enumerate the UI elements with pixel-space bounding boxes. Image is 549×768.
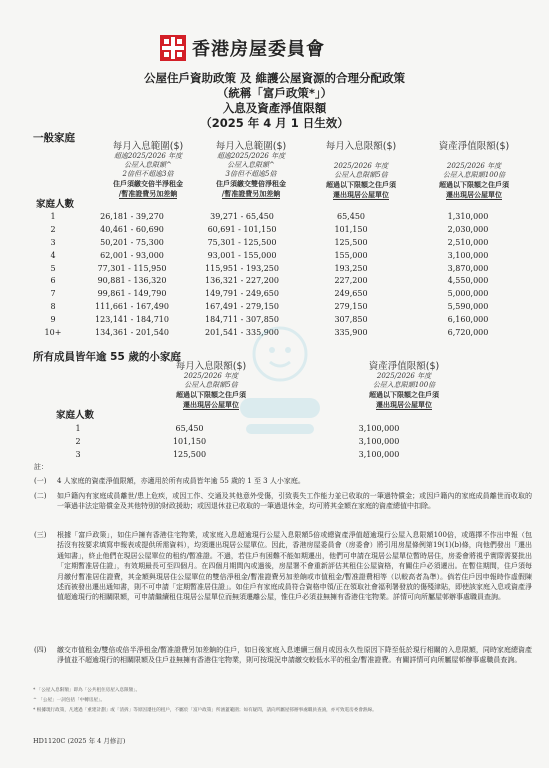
income-range-2x-cell: 39,271 - 65,450 (210, 211, 274, 221)
col-sub: 公屋入息限額^ (124, 161, 172, 169)
asset-limit-cell: 6,720,000 (447, 327, 489, 337)
general-col3-header (302, 142, 420, 200)
col-title: 每月入息範圍($) (112, 141, 184, 152)
table-row (34, 287, 526, 300)
general-col4-header (415, 142, 533, 200)
document-code: HD1120C (2025 年 4 月修訂) (33, 737, 126, 745)
income-limit-cell: 335,900 (334, 327, 368, 337)
col-title: 每月入息限額($) (325, 141, 397, 152)
household-size-cell: 7 (50, 289, 56, 299)
income-range-2x-cell: 201,541 - 335,900 (205, 327, 279, 337)
income-range-1-5x-cell: 40,461 - 60,690 (100, 224, 164, 234)
title-line-1: 公屋住戶資助政策 及 維護公屋資源的合理分配政策 (143, 71, 405, 85)
income-range-2x-cell: 60,691 - 101,150 (207, 224, 277, 234)
asset-limit-cell: 3,870,000 (447, 263, 489, 273)
household-size-cell: 4 (50, 250, 56, 260)
table-row (34, 262, 526, 275)
income-range-1-5x-cell: 77,301 - 115,950 (97, 263, 167, 273)
col-sub: 公屋入息限額5倍 (184, 381, 238, 389)
footnote-1: * 「公屋入息限額」即為「公共租住房屋入息限額」。 (33, 688, 141, 693)
income-range-1-5x-cell: 50,201 - 75,300 (100, 237, 164, 247)
col-sub: 2025/2026 年度 (376, 372, 432, 380)
income-range-1-5x-cell: 123,141 - 184,710 (95, 315, 169, 325)
col-title: 每月入息限額($) (175, 361, 247, 372)
asset-limit-cell: 4,550,000 (447, 276, 489, 286)
note-text: 繳交市值租金/雙倍或倍半淨租金/暫准證費另加差餉的住戶，如日後家庭入息連續三個月或因永久性原因下降至低於現行相關的入息限額，同時家庭總資產淨值並不超逾現行的相關限額及住戶並無擁有香港住宅物業，則可按現況申請繳交較低水平的租金/暫准證費。有關詳情可向所屬屋邨辦事處職員查詢。 (57, 646, 532, 665)
footnote-3: * 根據現行政策，凡透過「重建計劃」或「清拆」等原因遷往的租戶，不屬於「富戶政策」所涵蓋範圍；如有疑問，請向所屬屋邨辦事處職員查詢，亦可致電房委會熱線。 (33, 708, 377, 713)
general-section-title: 一般家庭 (33, 132, 75, 144)
general-col2-header (191, 142, 311, 199)
col-sub: 公屋入息限額^ (227, 161, 275, 169)
col-sub: 2025/2026 年度 (333, 162, 389, 170)
col-title: 資產淨值限額($) (368, 361, 440, 372)
note-1 (34, 476, 534, 488)
income-limit-cell: 65,450 (337, 211, 365, 221)
asset-limit-cell: 1,310,000 (447, 211, 489, 221)
col-title: 資產淨值限額($) (438, 141, 510, 152)
title-line-2: （統稱「富戶政策*」） (216, 86, 333, 100)
asset-limit-cell: 3,100,000 (447, 250, 489, 260)
note-text: 如戶籍內有家庭成員離世/患上危疾，或因工作、交通及其他意外受傷，引致喪失工作能力並已收取的一筆過特償金；或因戶籍內的家庭成員離世而收取的一筆過非法定賠償金及其他特別的財政援助；或因退休並已收取的一筆過退休金，均可將其金額在家庭的資產總值中扣除。 (57, 492, 532, 511)
income-limit-cell: 125,500 (172, 449, 207, 459)
col-note: 超過以下限額之住戶須 (369, 390, 439, 399)
asset-limit-cell: 5,000,000 (447, 289, 489, 299)
elderly-col2-header (339, 362, 469, 410)
income-range-1-5x-cell: 90,881 - 136,320 (97, 276, 167, 286)
note-text: 根據「富戶政策」，如住戶擁有香港住宅物業，或家庭入息超逾現行公屋入息限額5倍或總資產淨值超逾現行公屋入息限額100倍，或選擇不作出申報（包括沒有按要求填寫申報表或提供所需資料），均須遷出現居公屋單位。因此，香港房屋委員會（房委會）將引用房屋條例第19(1)(b)條，向他們發出「遷出通知書」，終止他們在現居公屋單位的租約/暫准證。不過，若住戶有困難不能如期遷出，他們可申請在現居公屋單位暫時居住，房委會將視乎實際需要批出「定期暫准居住證」，有效期最長可至四個月。在四個月期間內或過後，房屋署不會重新評估其租住公屋資格，有關住戶必須遷出。在暫住期間，住戶須每月繳付暫准居住證費，其金額與現居住公屋單位的雙倍淨租金/暫准證費另加差餉或市值租金/暫准證費相等（以較高者為準）。倘若住戶因申報時作虛假陳述而被發出遷出通知書，則不可申請「定期暫准居住證」。如住戶有家庭成員符合資格申領/正在領取社會福利署發放的傷殘津貼，即使該家庭入息或資產淨值超逾現行的相關限額，可申請繼續租住現居公屋單位而無須遷離公屋，惟住戶必須並無擁有香港住宅物業。詳情可向所屬屋邨辦事處職員查詢。 (57, 531, 532, 602)
household-size-cell: 10+ (44, 327, 62, 337)
household-size-cell: 1 (50, 211, 56, 221)
asset-limit-cell: 3,100,000 (358, 436, 400, 446)
income-range-1-5x-cell: 26,181 - 39,270 (100, 211, 164, 221)
household-size-cell: 2 (75, 436, 81, 446)
household-size-cell: 3 (75, 449, 81, 459)
housing-authority-logo-icon (160, 35, 186, 61)
logo (160, 34, 390, 62)
income-range-2x-cell: 75,301 - 125,500 (207, 237, 277, 247)
note-2 (34, 491, 534, 525)
household-size-label: 家庭人數 (36, 199, 75, 210)
col-note: 遷出現居公屋單位 (333, 190, 389, 199)
table-row (34, 236, 526, 249)
general-col1-header (88, 142, 208, 199)
asset-limit-cell: 5,590,000 (447, 302, 489, 312)
col-note: 遷出現居公屋單位 (183, 400, 239, 409)
income-limit-cell: 227,200 (334, 276, 368, 286)
col-note: 住戶須繳交倍半淨租金 (113, 179, 183, 188)
income-limit-cell: 249,650 (334, 289, 368, 299)
col-note: 遷出現居公屋單位 (376, 400, 432, 409)
income-limit-cell: 101,150 (334, 224, 368, 234)
income-range-1-5x-cell: 134,361 - 201,540 (95, 327, 169, 337)
income-range-2x-cell: 93,001 - 155,000 (207, 250, 277, 260)
income-range-2x-cell: 167,491 - 279,150 (205, 302, 279, 312)
asset-limit-cell: 3,100,000 (358, 449, 400, 459)
col-note: 遷出現居公屋單位 (446, 190, 502, 199)
income-limit-cell: 279,150 (334, 302, 368, 312)
col-sub: 超逾2025/2026 年度 (113, 152, 183, 160)
title-line-4: （2025 年 4 月 1 日生效） (200, 116, 349, 130)
col-sub: 公屋入息限額100倍 (442, 171, 506, 179)
asset-limit-cell: 3,100,000 (358, 423, 400, 433)
household-size-cell: 6 (50, 276, 56, 286)
asset-limit-cell: 6,160,000 (447, 315, 489, 325)
title-line-3: 入息及資產淨值限額 (222, 101, 327, 115)
income-range-2x-cell: 136,321 - 227,200 (205, 276, 279, 286)
household-size-cell: 3 (50, 237, 56, 247)
income-range-1-5x-cell: 99,861 - 149,790 (97, 289, 167, 299)
table-row (34, 300, 526, 313)
household-size-cell: 1 (75, 423, 81, 433)
col-note: 住戶須繳交雙倍淨租金 (216, 179, 286, 188)
note-number: (二) (34, 492, 47, 500)
note-number: (一) (34, 477, 47, 485)
household-size-cell: 2 (50, 224, 56, 234)
elderly-household-size-label: 家庭人數 (56, 410, 95, 421)
income-range-1-5x-cell: 62,001 - 93,000 (100, 250, 164, 260)
household-size-cell: 8 (50, 302, 56, 312)
asset-limit-cell: 2,510,000 (447, 237, 489, 247)
income-limit-cell: 193,250 (334, 263, 368, 273)
income-range-1-5x-cell: 111,661 - 167,490 (95, 302, 169, 312)
org-name: 香港房屋委員會 (192, 39, 325, 60)
col-sub: 公屋入息限額100倍 (372, 381, 436, 389)
table-row (34, 249, 526, 262)
col-sub: 2025/2026 年度 (446, 162, 502, 170)
income-limit-cell: 307,850 (334, 315, 368, 325)
col-sub: 超逾2025/2026 年度 (216, 152, 286, 160)
income-limit-cell: 101,150 (172, 436, 207, 446)
col-note: 超過以下限額之住戶須 (176, 390, 246, 399)
col-title: 每月入息範圍($) (215, 141, 287, 152)
watermark-logo-icon (232, 320, 328, 460)
col-note: 超過以下限額之住戶須 (439, 180, 509, 189)
income-range-2x-cell: 115,951 - 193,250 (205, 263, 279, 273)
note-text: 4 人家庭的資產淨值限額，亦適用於所有成員皆年逾 55 歲的 1 至 3 人小家庭。 (57, 477, 305, 485)
income-limit-cell: 155,000 (334, 250, 368, 260)
income-limit-cell: 65,450 (175, 423, 204, 433)
income-limit-cell: 125,500 (334, 237, 368, 247)
footnote-2: ^ 「公屋」一詞包括「中轉房屋」。 (33, 698, 105, 703)
note-number: (三) (34, 531, 47, 539)
household-size-cell: 5 (50, 263, 56, 273)
table-row (34, 274, 526, 287)
col-sub: 公屋入息限額5倍 (334, 171, 388, 179)
income-range-2x-cell: 184,711 - 307,850 (205, 315, 279, 325)
note-4 (34, 645, 534, 679)
col-sub: 2025/2026 年度 (183, 372, 239, 380)
notes-label: 註： (34, 463, 48, 471)
household-size-cell: 9 (50, 315, 56, 325)
col-note: /暫准證費另加差餉 (221, 189, 281, 198)
table-row (34, 223, 526, 236)
col-note: 超過以下限額之住戶須 (326, 180, 396, 189)
col-note: /暫准證費另加差餉 (118, 189, 178, 198)
col-sub: 2倍但不超逾3倍 (122, 170, 174, 178)
note-number: (四) (34, 646, 47, 654)
elderly-section-title: 所有成員皆年逾 55 歲的小家庭 (33, 351, 181, 363)
table-row (34, 210, 526, 223)
income-range-2x-cell: 149,791 - 249,650 (205, 289, 279, 299)
col-sub: 3倍但不超逾5倍 (225, 170, 277, 178)
note-3 (34, 530, 534, 638)
asset-limit-cell: 2,030,000 (447, 224, 489, 234)
